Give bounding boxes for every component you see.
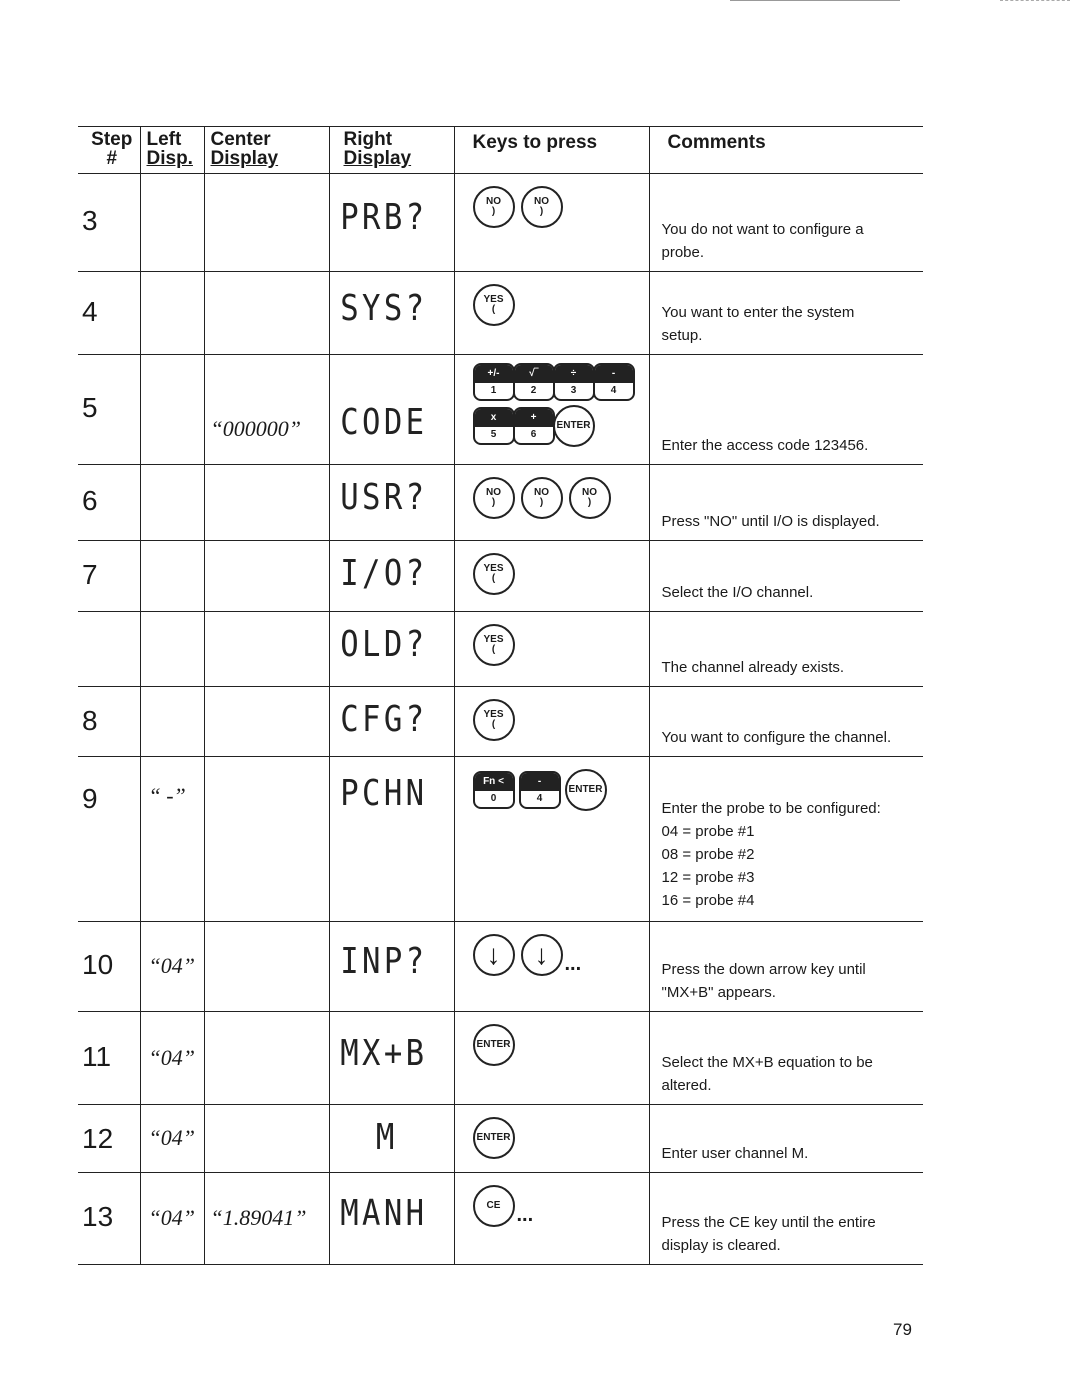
-key[interactable] (553, 363, 595, 401)
no-key[interactable] (569, 477, 611, 519)
center-display-value (205, 272, 329, 300)
lcd-readout: CFG? (339, 699, 427, 740)
comment-line: 04 = probe #1 (661, 823, 755, 840)
left-display-value (141, 541, 204, 563)
left-display-value: “04” (148, 1205, 195, 1230)
comment-line: display is cleared. (661, 1237, 781, 1254)
lcd-readout: M (375, 1117, 398, 1158)
center-display-cell (204, 757, 329, 922)
keys-cell (454, 541, 649, 612)
comment-line: You do not want to configure a (661, 221, 864, 238)
center-display-value (205, 465, 329, 489)
right-display-cell (329, 612, 454, 687)
center-display-value (205, 174, 329, 209)
key-legend: YES (483, 634, 504, 645)
keys-cell (454, 757, 649, 922)
x-key[interactable] (473, 407, 515, 445)
center-display-value: “000000” (210, 416, 301, 441)
comment-text (650, 1012, 924, 1097)
step-number (78, 612, 140, 632)
center-display-cell (204, 465, 329, 541)
lcd-readout: MX+B (339, 1032, 427, 1074)
left-display-value: “04” (148, 1125, 195, 1150)
keys-cell (454, 687, 649, 757)
-key[interactable] (519, 771, 561, 809)
left-display-cell (140, 465, 204, 541)
comment-text (650, 272, 924, 347)
comment-text (650, 355, 924, 457)
comment-cell (649, 922, 923, 1012)
key-legend: +/- (475, 365, 513, 383)
step-number: 7 (82, 559, 98, 590)
left-display-cell (140, 612, 204, 687)
down-arrow-icon: ↓ (534, 939, 549, 970)
keys-cell (454, 465, 649, 541)
key-sequence (455, 272, 649, 326)
right-display-cell (329, 355, 454, 465)
key-sublegend: ( (491, 304, 496, 315)
left-display-value (141, 687, 204, 708)
comment-cell (649, 1012, 923, 1105)
table-row (78, 1105, 923, 1173)
key-legend: x (475, 409, 513, 427)
comment-cell (649, 757, 923, 922)
repeat-ellipsis: ... (564, 953, 582, 975)
table-header-row (78, 127, 923, 174)
key-legend: ENTER (476, 1039, 511, 1050)
table-row (78, 757, 923, 922)
enter-key[interactable] (553, 405, 595, 447)
keys-cell (454, 272, 649, 355)
header-left-display: Left Disp. (140, 127, 204, 174)
lcd-readout: INP? (339, 941, 427, 982)
step-cell (78, 1173, 140, 1265)
no-key[interactable] (473, 477, 515, 519)
comment-line: The channel already exists. (661, 659, 845, 676)
header-center-display: Center Display (204, 127, 329, 174)
right-display-cell (329, 1012, 454, 1105)
step-number: 3 (82, 205, 98, 236)
lcd-readout: I/O? (339, 553, 427, 594)
key-sublegend: ) (491, 206, 496, 217)
left-display-cell (140, 757, 204, 922)
key-sublegend: ) (539, 206, 544, 217)
comment-line: Select the MX+B equation to be (661, 1054, 873, 1071)
comment-text (650, 1105, 924, 1165)
comment-text (650, 1173, 924, 1257)
header-comments: Comments (649, 127, 923, 174)
keys-cell (454, 174, 649, 272)
step-cell (78, 1105, 140, 1173)
table-row (78, 272, 923, 355)
key-sublegend: ) (587, 497, 592, 508)
comment-line: Press the down arrow key until (661, 961, 866, 978)
yes-key[interactable] (473, 284, 515, 326)
comment-text (650, 612, 924, 679)
-key[interactable] (593, 363, 635, 401)
key-sequence (455, 757, 649, 811)
key-sublegend: ) (539, 497, 544, 508)
right-display-cell (329, 1105, 454, 1173)
step-cell (78, 272, 140, 355)
center-display-cell (204, 1105, 329, 1173)
center-display-value (205, 541, 329, 563)
comment-cell (649, 272, 923, 355)
center-display-cell (204, 355, 329, 465)
left-display-cell (140, 922, 204, 1012)
right-display-cell (329, 541, 454, 612)
key-sequence (455, 174, 649, 228)
page-number: 79 (893, 1320, 912, 1339)
lcd-readout: PCHN (339, 773, 427, 814)
right-display-cell (329, 1173, 454, 1265)
key-legend: ENTER (476, 1132, 511, 1143)
comment-line: Enter the access code 123456. (661, 437, 869, 454)
left-display-value (141, 174, 204, 209)
key-sublegend: 0 (490, 793, 497, 804)
step-cell (78, 541, 140, 612)
center-display-cell (204, 1012, 329, 1105)
center-display-value (205, 1012, 329, 1045)
left-display-cell (140, 174, 204, 272)
comment-cell (649, 541, 923, 612)
key-sequence (455, 612, 649, 666)
key-legend: YES (483, 294, 504, 305)
key-sublegend: 1 (490, 385, 497, 396)
step-number: 6 (82, 485, 98, 516)
center-display-value (205, 687, 329, 708)
keys-cell (454, 1012, 649, 1105)
comment-text (650, 922, 924, 1004)
header-keys: Keys to press (454, 127, 649, 174)
table-row (78, 465, 923, 541)
center-display-value (205, 1105, 329, 1125)
left-display-cell (140, 1173, 204, 1265)
enter-key[interactable] (473, 1117, 515, 1159)
center-display-cell (204, 687, 329, 757)
comment-line: 12 = probe #3 (661, 869, 755, 886)
step-cell (78, 355, 140, 465)
step-number: 10 (82, 949, 114, 980)
key-sublegend: ( (491, 719, 496, 730)
comment-text (650, 757, 924, 912)
comment-cell (649, 174, 923, 272)
keys-cell (454, 1173, 649, 1265)
comment-cell (649, 612, 923, 687)
key-sequence (455, 1105, 649, 1159)
left-display-value: “04” (148, 1044, 195, 1070)
table-row (78, 541, 923, 612)
comment-text (650, 465, 924, 533)
right-display-cell (329, 174, 454, 272)
header-step: Step # (78, 127, 140, 174)
key-sequence (455, 687, 649, 741)
table-row (78, 612, 923, 687)
table-row (78, 1173, 923, 1265)
comment-line: 16 = probe #4 (661, 892, 755, 909)
left-display-value: “ -” (148, 783, 186, 808)
key-legend: NO (534, 487, 549, 498)
key-sequence (455, 922, 649, 976)
table-row (78, 355, 923, 465)
key-legend: ENTER (568, 784, 603, 795)
lcd-readout: USR? (339, 477, 427, 518)
key-sublegend: 4 (610, 385, 617, 396)
lcd-readout: PRB? (339, 197, 427, 238)
left-display-value (141, 465, 204, 489)
key-legend: NO (582, 487, 597, 498)
key-legend: NO (534, 196, 549, 207)
comment-line: altered. (661, 1077, 712, 1094)
key-legend: CE (486, 1200, 501, 1211)
center-display-cell (204, 272, 329, 355)
-key[interactable] (473, 363, 515, 401)
center-display-cell (204, 1173, 329, 1265)
left-display-cell (140, 355, 204, 465)
-key[interactable] (513, 363, 555, 401)
key-legend: YES (483, 709, 504, 720)
header-right-display: Right Display (329, 127, 454, 174)
no-key[interactable] (521, 186, 563, 228)
yes-key[interactable] (473, 553, 515, 595)
left-display-cell (140, 687, 204, 757)
step-number: 12 (82, 1123, 114, 1154)
comment-line: Enter user channel M. (661, 1145, 809, 1162)
key-sequence (455, 355, 643, 447)
key-sequence (455, 541, 649, 595)
table-row (78, 922, 923, 1012)
lcd-readout: SYS? (339, 287, 427, 329)
key-legend: YES (483, 563, 504, 574)
comment-text (650, 174, 924, 264)
right-display-cell (329, 687, 454, 757)
key-legend: ÷ (555, 365, 593, 383)
enter-key[interactable] (473, 1024, 515, 1066)
center-display-value: “1.89041” (210, 1205, 307, 1230)
key-sublegend: ( (491, 644, 496, 655)
step-cell (78, 174, 140, 272)
comment-line: 08 = probe #2 (661, 846, 755, 863)
lcd-readout: OLD? (339, 624, 427, 665)
scan-edge-line (1000, 0, 1070, 2)
no-key[interactable] (521, 477, 563, 519)
center-display-cell (204, 922, 329, 1012)
step-number: 13 (82, 1201, 114, 1232)
right-display-cell (329, 272, 454, 355)
left-display-cell (140, 541, 204, 612)
center-display-cell (204, 612, 329, 687)
down-arrow-icon: ↓ (486, 939, 501, 970)
comment-line: setup. (661, 327, 703, 344)
keys-cell (454, 612, 649, 687)
step-cell (78, 687, 140, 757)
comment-line: Enter the probe to be configured: (661, 800, 881, 817)
key-legend: - (521, 773, 559, 791)
step-number: 11 (82, 1040, 112, 1072)
key-sublegend: 2 (530, 385, 537, 396)
left-display-cell (140, 1012, 204, 1105)
step-number: 8 (82, 705, 98, 736)
comment-cell (649, 687, 923, 757)
keys-cell (454, 922, 649, 1012)
center-display-value (205, 612, 329, 636)
key-sublegend: 3 (570, 385, 577, 396)
key-legend: NO (486, 196, 501, 207)
key-sequence (455, 465, 649, 519)
lcd-readout: MANH (339, 1193, 427, 1234)
table-row (78, 174, 923, 272)
step-number: 5 (82, 392, 98, 423)
comment-cell (649, 465, 923, 541)
key-sublegend: ( (491, 573, 496, 584)
procedure-table (78, 126, 923, 1265)
key-sublegend: 5 (490, 429, 497, 440)
left-display-cell (140, 272, 204, 355)
-key[interactable] (513, 407, 555, 445)
step-number: 9 (82, 783, 98, 814)
comment-line: Press the CE key until the entire (661, 1214, 876, 1231)
comment-line: "MX+B" appears. (661, 984, 776, 1001)
yes-key[interactable] (473, 624, 515, 666)
left-display-value (141, 612, 204, 636)
step-cell (78, 1012, 140, 1105)
comment-line: probe. (661, 244, 705, 261)
center-display-value (205, 757, 329, 826)
key-legend: √‾ (515, 365, 553, 383)
center-display-value (205, 922, 329, 953)
step-cell (78, 465, 140, 541)
step-number: 4 (82, 295, 98, 327)
key-sequence (455, 1012, 649, 1066)
key-sublegend: 6 (530, 429, 537, 440)
keys-cell (454, 1105, 649, 1173)
key-sequence (455, 1173, 649, 1227)
fn-key[interactable] (473, 771, 515, 809)
comment-line: You want to configure the channel. (661, 729, 892, 746)
enter-key[interactable] (565, 769, 607, 811)
right-display-cell (329, 465, 454, 541)
left-display-value (141, 272, 204, 300)
table-row (78, 687, 923, 757)
yes-key[interactable] (473, 699, 515, 741)
left-display-value (141, 355, 204, 396)
center-display-cell (204, 174, 329, 272)
key-sublegend: ) (491, 497, 496, 508)
center-display-cell (204, 541, 329, 612)
lcd-readout: CODE (339, 402, 427, 443)
comment-cell (649, 1173, 923, 1265)
no-key[interactable] (473, 186, 515, 228)
key-legend: ENTER (556, 420, 591, 431)
key-legend: NO (486, 487, 501, 498)
comment-text (650, 687, 924, 749)
step-cell (78, 757, 140, 922)
keys-cell (454, 355, 649, 465)
step-cell (78, 922, 140, 1012)
key-legend: - (595, 365, 633, 383)
down-arrow-key[interactable] (473, 934, 515, 976)
right-display-cell (329, 757, 454, 922)
key-sublegend: 4 (536, 793, 543, 804)
comment-line: Press "NO" until I/O is displayed. (661, 513, 880, 530)
comment-cell (649, 355, 923, 465)
key-legend: Fn < (475, 773, 513, 791)
left-display-cell (140, 1105, 204, 1173)
right-display-cell (329, 922, 454, 1012)
down-arrow-key[interactable] (521, 934, 563, 976)
comment-text (650, 541, 924, 604)
key-legend: + (515, 409, 553, 427)
table-row (78, 1012, 923, 1105)
left-display-value: “04” (148, 953, 195, 978)
scan-edge-line (730, 0, 900, 2)
comment-cell (649, 1105, 923, 1173)
comment-line: You want to enter the system (661, 304, 855, 321)
step-cell (78, 612, 140, 687)
repeat-ellipsis: ... (516, 1204, 534, 1226)
ce-key[interactable] (473, 1185, 515, 1227)
comment-line: Select the I/O channel. (661, 584, 814, 601)
